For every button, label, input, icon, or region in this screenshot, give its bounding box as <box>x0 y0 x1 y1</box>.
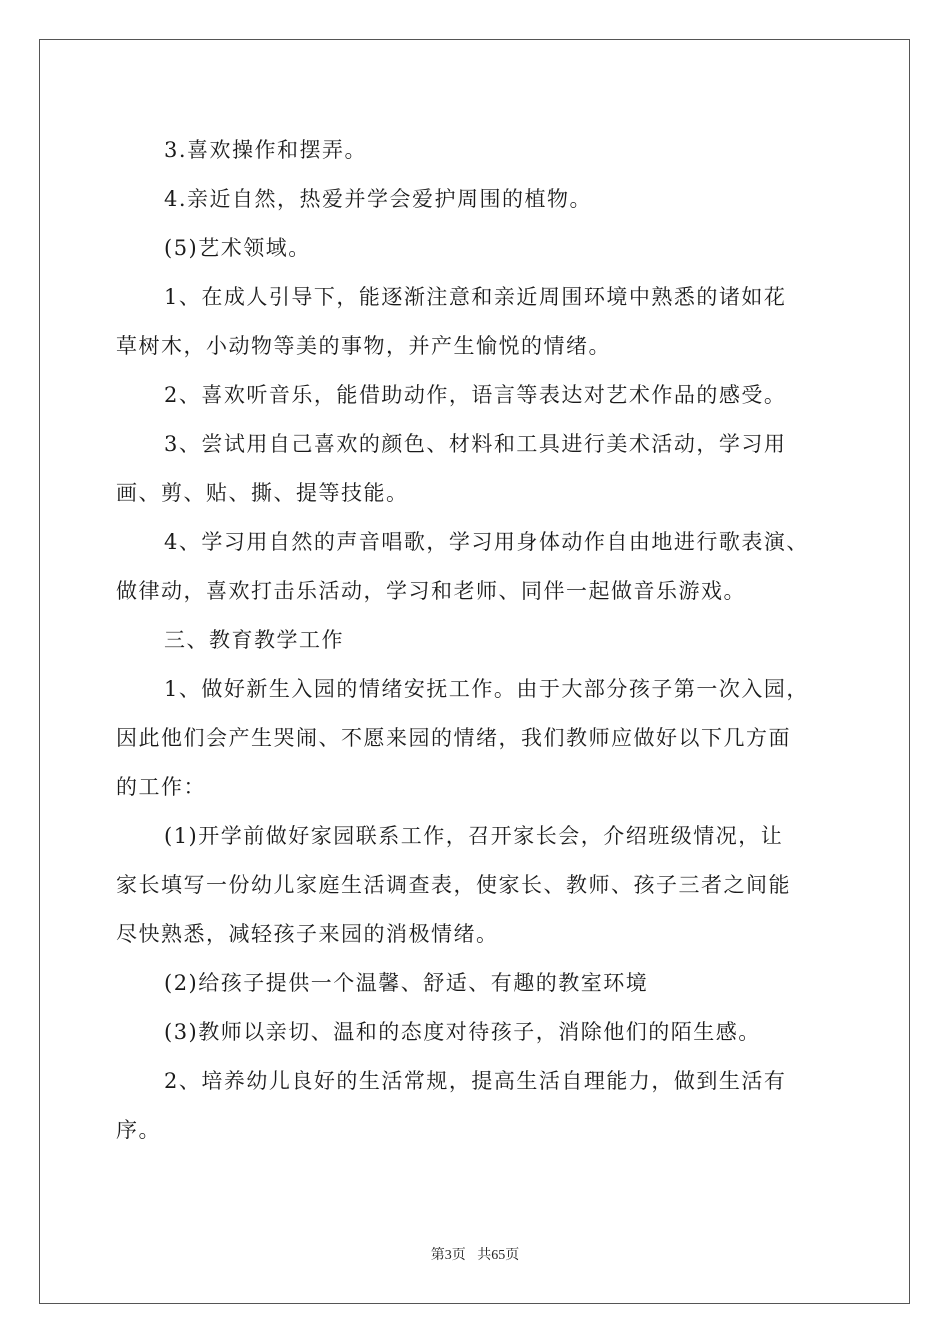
paragraph <box>116 175 836 224</box>
document-body <box>116 126 836 1155</box>
paragraph <box>116 1057 836 1155</box>
paragraph <box>116 812 836 959</box>
paragraph-line: 三、教育教学工作 <box>164 628 344 652</box>
paragraph <box>116 959 836 1008</box>
page-footer <box>0 1244 950 1264</box>
paragraph <box>116 371 836 420</box>
paragraph-line: (5)艺术领域。 <box>164 236 311 260</box>
paragraph-line: 做律动，喜欢打击乐活动，学习和老师、同伴一起做音乐游戏。 <box>116 579 746 603</box>
paragraph-line: 2、喜欢听音乐，能借助动作，语言等表达对艺术作品的感受。 <box>164 383 787 407</box>
paragraph <box>116 665 836 812</box>
paragraph-line: 3.喜欢操作和摆弄。 <box>164 138 368 162</box>
paragraph-line: 的工作： <box>116 775 206 799</box>
paragraph <box>116 273 836 371</box>
paragraph-line: 尽快熟悉，减轻孩子来园的消极情绪。 <box>116 922 499 946</box>
paragraph <box>116 1008 836 1057</box>
paragraph-line: 4、学习用自然的声音唱歌，学习用身体动作自由地进行歌表演、 <box>164 530 809 554</box>
paragraph-line: 1、在成人引导下，能逐渐注意和亲近周围环境中熟悉的诸如花 <box>164 285 787 309</box>
paragraph <box>116 616 836 665</box>
paragraph-line: 画、剪、贴、撕、提等技能。 <box>116 481 409 505</box>
paragraph-line: 家长填写一份幼儿家庭生活调查表，使家长、教师、孩子三者之间能 <box>116 873 791 897</box>
page-number: 第3页 <box>430 1248 466 1263</box>
paragraph-line: (2)给孩子提供一个温馨、舒适、有趣的教室环境 <box>164 971 649 995</box>
paragraph-line: 草树木，小动物等美的事物，并产生愉悦的情绪。 <box>116 334 611 358</box>
paragraph-line: 1、做好新生入园的情绪安抚工作。由于大部分孩子第一次入园， <box>164 677 809 701</box>
paragraph-line: 2、培养幼儿良好的生活常规，提高生活自理能力，做到生活有 <box>164 1069 787 1093</box>
paragraph <box>116 126 836 175</box>
paragraph-line: 4.亲近自然，热爱并学会爱护周围的植物。 <box>164 187 593 211</box>
total-pages: 共65页 <box>477 1248 520 1263</box>
paragraph <box>116 518 836 616</box>
paragraph-line: 因此他们会产生哭闹、不愿来园的情绪，我们教师应做好以下几方面 <box>116 726 791 750</box>
paragraph <box>116 224 836 273</box>
paragraph-line: (1)开学前做好家园联系工作，召开家长会，介绍班级情况，让 <box>164 824 784 848</box>
paragraph-line: (3)教师以亲切、温和的态度对待孩子，消除他们的陌生感。 <box>164 1020 761 1044</box>
paragraph <box>116 420 836 518</box>
paragraph-line: 序。 <box>116 1118 161 1142</box>
paragraph-line: 3、尝试用自己喜欢的颜色、材料和工具进行美术活动，学习用 <box>164 432 787 456</box>
